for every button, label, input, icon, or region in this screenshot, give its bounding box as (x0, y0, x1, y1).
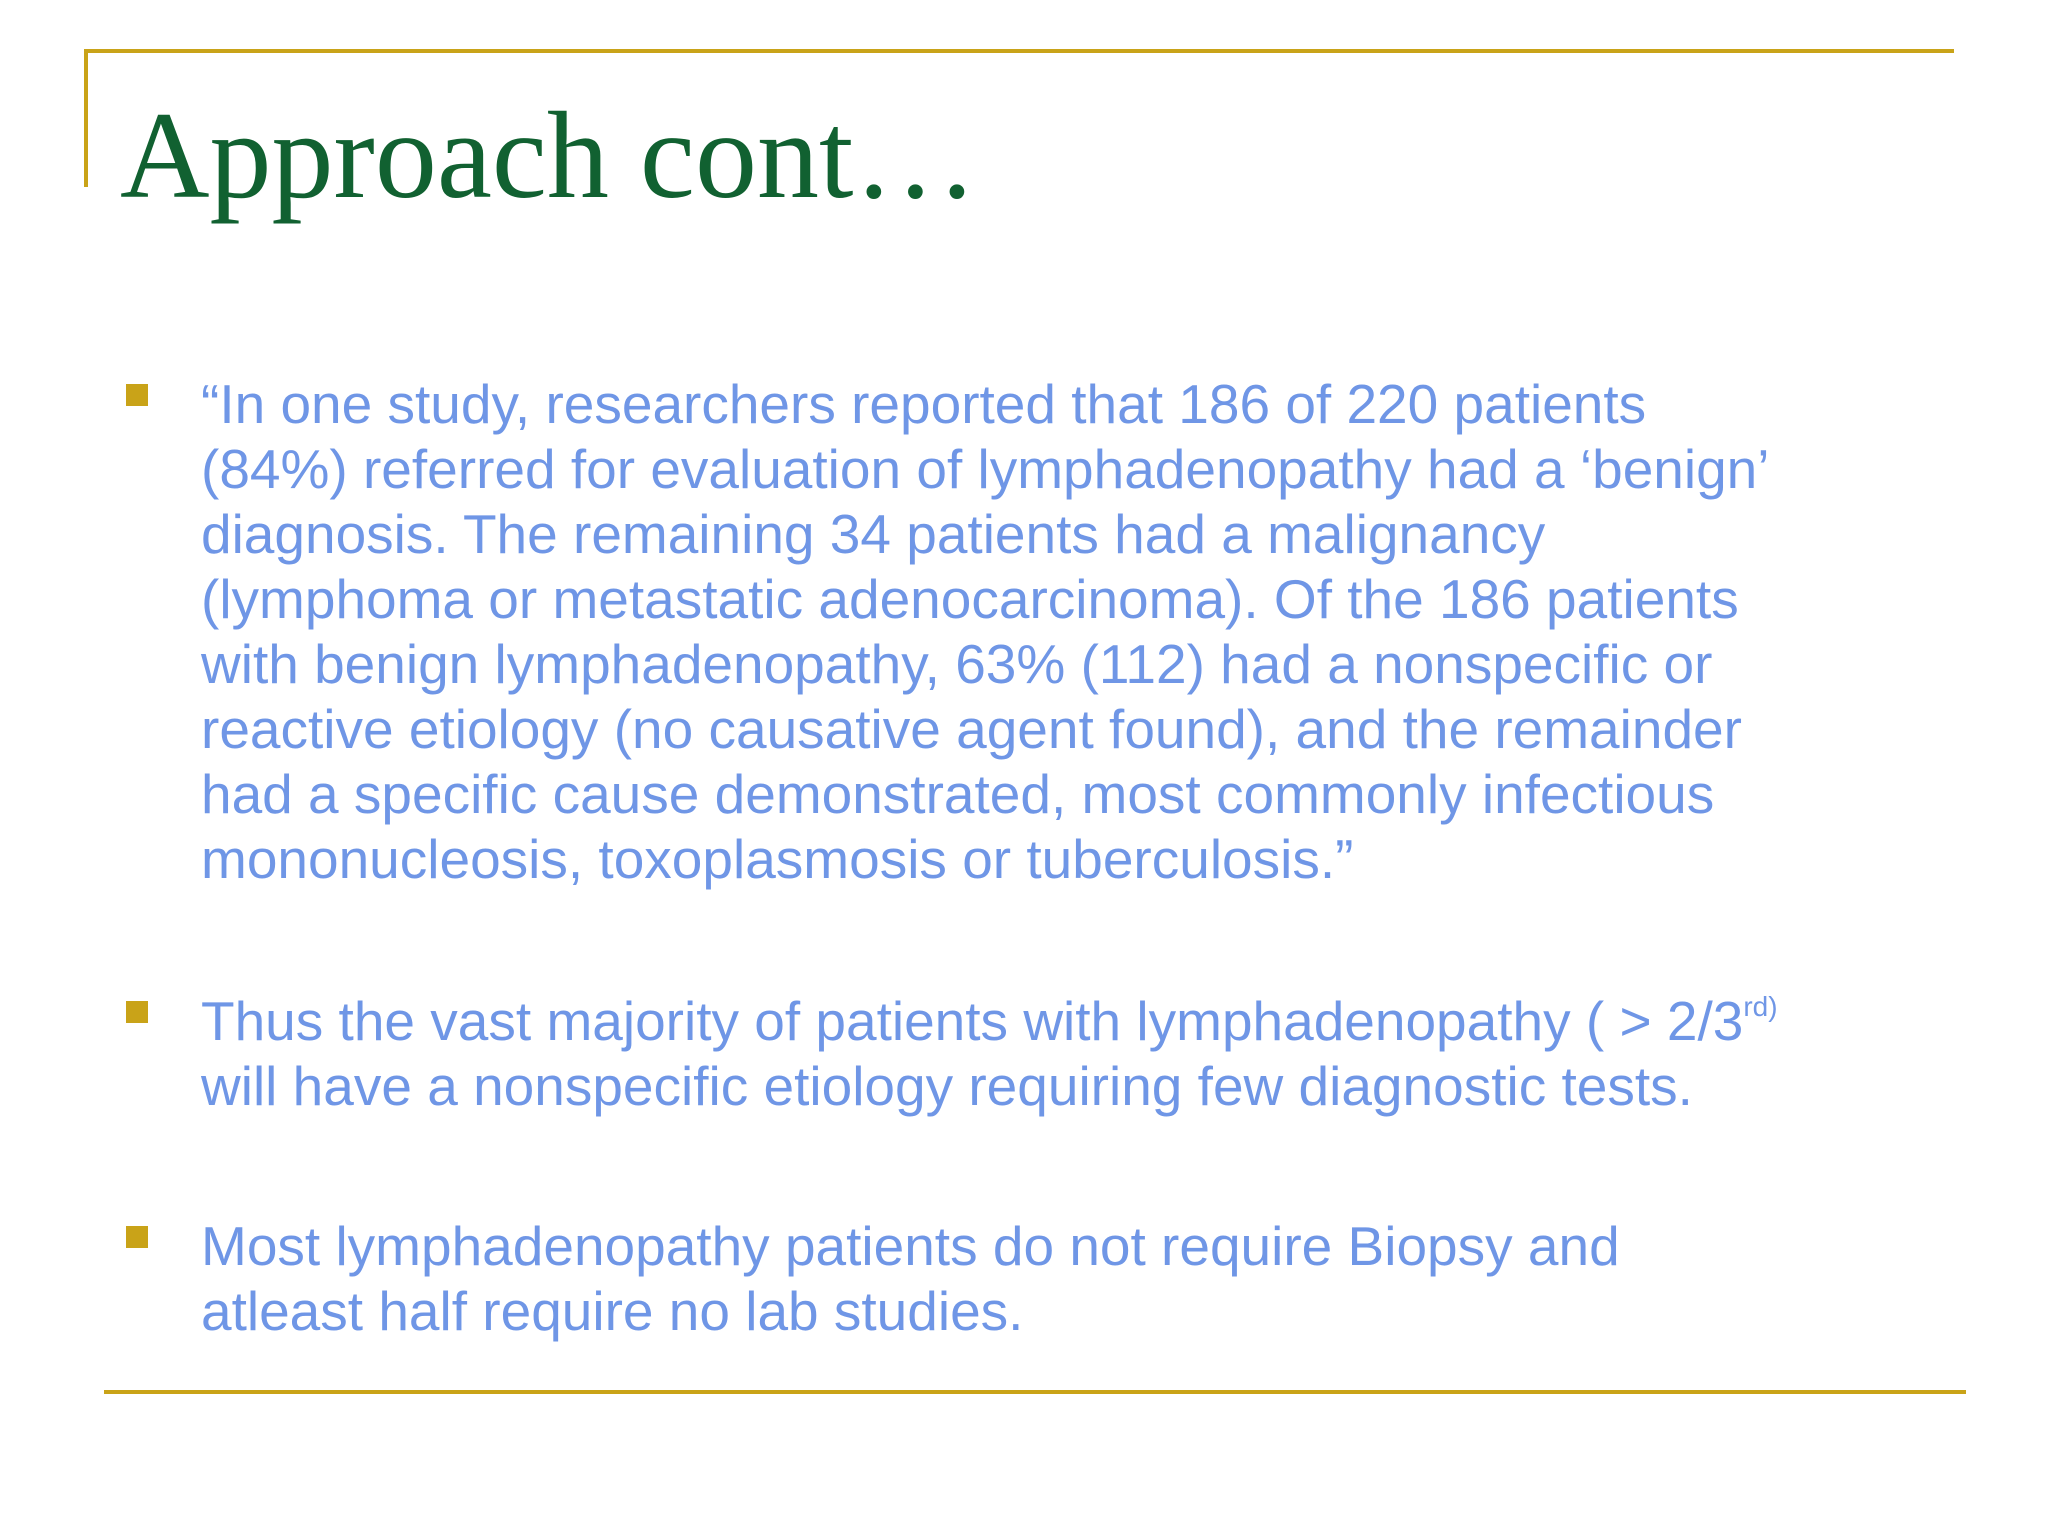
text-line: (84%) referred for evaluation of lymphadenopathy had a ‘benign’ (201, 438, 1770, 500)
text-line: had a specific cause demonstrated, most commonly infectious (201, 763, 1715, 825)
left-accent-rule (84, 49, 88, 187)
text-line: reactive etiology (no causative agent found), and the remainder (201, 698, 1742, 760)
text-line: will have a nonspecific etiology requiring few diagnostic tests. (201, 1055, 1693, 1117)
square-bullet-icon (126, 1226, 148, 1248)
text-line: diagnosis. The remaining 34 patients had a malignancy (201, 503, 1546, 565)
bullet-text (201, 1214, 1961, 1344)
top-accent-rule (84, 49, 1954, 53)
text-line: mononucleosis, toxoplasmosis or tuberculosis.” (201, 828, 1354, 890)
text-line: with benign lymphadenopathy, 63% (112) had a nonspecific or (201, 633, 1713, 695)
bottom-accent-rule (104, 1390, 1966, 1394)
square-bullet-icon (126, 384, 148, 406)
text-line (201, 989, 1961, 1054)
text-segment: Thus the vast majority of patients with lymphadenopathy ( > 2/3 (201, 990, 1744, 1052)
text-line: (lymphoma or metastatic adenocarcinoma). Of the 186 patients (201, 568, 1739, 630)
superscript-text: rd) (1743, 991, 1778, 1022)
bullet-text (201, 989, 1961, 1119)
text-line: Most lymphadenopathy patients do not require Biopsy and (201, 1215, 1620, 1277)
square-bullet-icon (126, 1001, 148, 1023)
text-line: atleast half require no lab studies. (201, 1280, 1024, 1342)
bullet-text (201, 372, 1961, 892)
text-line: “In one study, researchers reported that 186 of 220 patients (201, 373, 1647, 435)
slide-title: Approach cont… (120, 87, 978, 224)
